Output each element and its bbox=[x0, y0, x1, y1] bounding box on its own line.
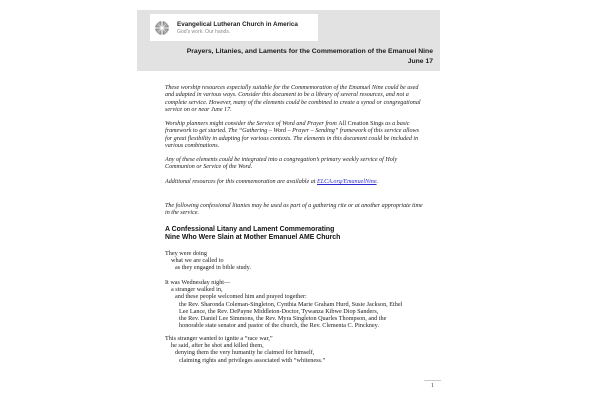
text-span: he said, after he shot and killed them, bbox=[171, 342, 264, 350]
text-span: what we are called to bbox=[171, 257, 224, 265]
usage-note-paragraph bbox=[165, 203, 440, 218]
footer-rule bbox=[424, 380, 441, 381]
text-line bbox=[165, 279, 450, 286]
litany-stanza-3 bbox=[165, 335, 450, 364]
text-span: They were doing bbox=[165, 250, 207, 257]
intro-paragraph-3 bbox=[165, 157, 440, 172]
text-span: The following confessional litanies may be used as part of a gathering rite or at another appropriate time bbox=[165, 203, 423, 209]
text-span: Worship planners might consider the Service of Word and Prayer from bbox=[165, 121, 339, 127]
document-title: Prayers, Litanies, and Laments for the Commemoration of the Emanuel Nine bbox=[186, 48, 433, 55]
text-span: as a basic bbox=[383, 121, 410, 127]
text-line bbox=[165, 100, 440, 107]
litany-stanza-1 bbox=[165, 250, 450, 272]
text-line bbox=[165, 136, 440, 143]
text-span: service on or near June 17. bbox=[165, 106, 232, 113]
text-span: the Rev. Sharonda Coleman-Singleton, Cynthia Marie Graham Hurd, Susie Jackson, Ethel bbox=[179, 300, 403, 308]
text-line bbox=[165, 357, 450, 364]
text-line bbox=[165, 257, 450, 264]
text-line bbox=[165, 92, 440, 99]
text-line bbox=[165, 342, 450, 349]
elca-logo-icon bbox=[154, 20, 170, 36]
text-span: Lee Lance, the Rev. DePayne Middleton-Doctor, Tywanza Kibwe Diop Sanders, bbox=[179, 307, 379, 315]
page-number: 1 bbox=[430, 382, 435, 389]
text-line bbox=[165, 264, 450, 271]
document-title-block bbox=[187, 47, 433, 67]
org-name: Evangelical Lutheran Church in America bbox=[177, 20, 298, 28]
text-line bbox=[165, 349, 450, 356]
text-span: framework to get started. The “Gathering – Word – Prayer – Sending” framework of this service allows bbox=[165, 128, 419, 135]
litany-stanza-2 bbox=[165, 279, 450, 329]
text-line bbox=[165, 143, 440, 150]
text-span: honorable state senator and pastor of the church, the Rev. Clementa C. Pinckney. bbox=[179, 322, 379, 330]
text-line bbox=[165, 301, 450, 308]
text-span: as they engaged in bible study. bbox=[175, 264, 251, 272]
text-line bbox=[165, 226, 440, 234]
text-span: denying them the very humanity he claimed for himself, bbox=[175, 349, 315, 357]
text-span: This stranger wanted to ignite a “race war,” bbox=[165, 335, 273, 342]
text-line bbox=[165, 234, 440, 242]
text-line bbox=[165, 322, 450, 329]
org-tagline: God's work. Our hands. bbox=[177, 28, 231, 35]
text-span: These worship resources especially suitable for the Commemoration of the Emanuel Nine could be used bbox=[165, 85, 419, 91]
text-span: . bbox=[376, 179, 379, 185]
text-span: Any of these elements could be integrated into a congregation’s primary weekly service of Holy bbox=[165, 157, 398, 163]
text-span: in the service. bbox=[165, 210, 200, 217]
text-span: and these people welcomed him and prayed together: bbox=[175, 293, 307, 301]
document-date: June 17 bbox=[407, 58, 433, 65]
text-span: Nine Who Were Slain at Mother Emanuel AME Church bbox=[165, 234, 341, 242]
elca-logo-lockup bbox=[150, 14, 318, 41]
text-line bbox=[165, 335, 450, 342]
text-span: a stranger walked in, bbox=[171, 286, 223, 294]
text-line bbox=[165, 179, 440, 186]
text-line bbox=[165, 286, 450, 293]
text-line bbox=[165, 308, 450, 315]
header-banner bbox=[137, 10, 440, 71]
text-span: various combinations. bbox=[165, 142, 220, 149]
text-line bbox=[165, 293, 450, 300]
text-span: complete service. However, many of the elements could be combined to create a synod or congregational bbox=[165, 99, 421, 106]
text-span: for great flexibility in adapting for various contexts. The elements in this document could be included in bbox=[165, 135, 419, 142]
text-span: the Rev. Daniel Lee Simmons, the Rev. Myra Singleton Quarles Thompson, and the bbox=[179, 315, 387, 323]
intro-paragraph-4 bbox=[165, 179, 440, 186]
section-heading bbox=[165, 226, 440, 242]
text-line bbox=[165, 210, 440, 217]
text-line bbox=[165, 107, 440, 114]
org-text-block bbox=[177, 21, 298, 35]
text-line bbox=[165, 315, 450, 322]
text-line bbox=[165, 203, 440, 210]
text-span: A Confessional Litany and Lament Commemorating bbox=[165, 226, 335, 233]
text-span: It was Wednesday night— bbox=[165, 279, 231, 286]
text-line bbox=[165, 128, 440, 135]
emanuel-nine-link[interactable]: ELCA.org/EmanuelNine bbox=[317, 179, 377, 185]
text-span: claiming rights and privileges associated with “whiteness.” bbox=[179, 356, 326, 364]
text-span: and adapted in various ways. Consider this document to be a library of several resources, and not a bbox=[165, 92, 409, 99]
text-span: Communion or Service of the Word. bbox=[165, 164, 253, 171]
text-line bbox=[165, 250, 450, 257]
text-span: Additional resources for this commemoration are available at bbox=[165, 179, 317, 185]
text-line bbox=[165, 164, 440, 171]
intro-paragraph-2 bbox=[165, 121, 440, 150]
intro-paragraph-1 bbox=[165, 85, 440, 114]
publication-title: All Creation Sings bbox=[338, 121, 384, 127]
